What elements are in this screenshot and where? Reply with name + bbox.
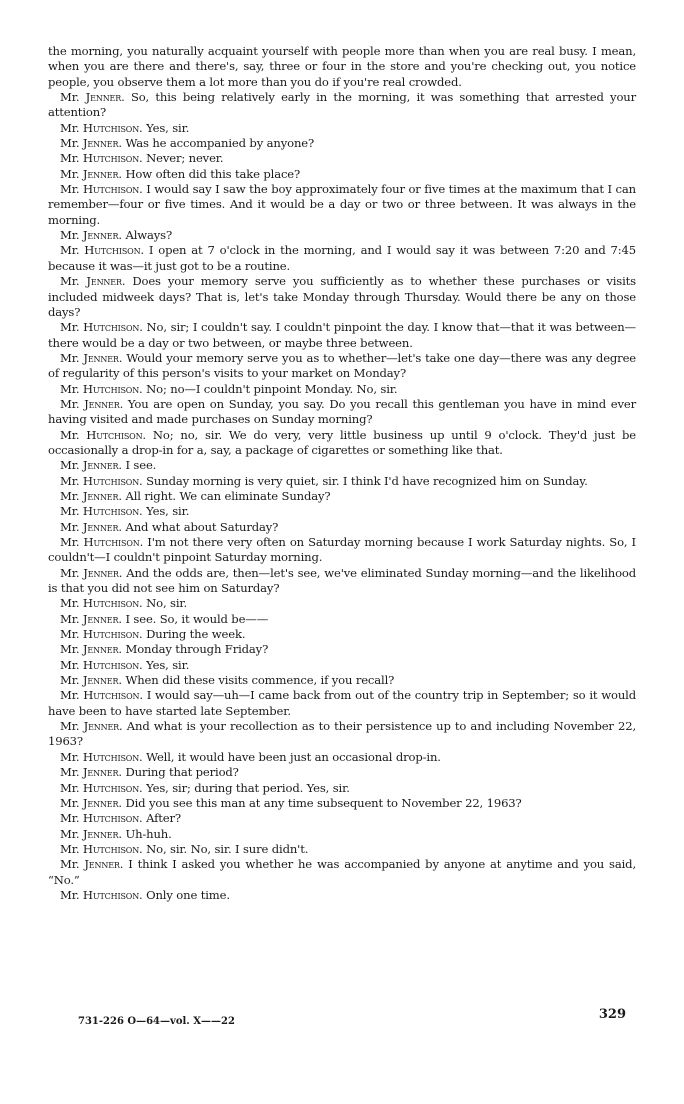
testimony-paragraph (48, 243, 636, 274)
speaker-title: Mr. (60, 504, 80, 519)
paragraph-text: the morning, you naturally acquaint yourself with people more than when you are real busy. I mean, when you are there and there's, say, three or four in the store and you're checking out, you notice people, you observe them a lot more than you do if you're real crowded. (48, 44, 636, 89)
testimony-paragraph (48, 642, 636, 657)
paragraph-text: Well, it would have been just an occasional drop-in. (146, 749, 441, 764)
speaker-name: Hutchison. (82, 182, 143, 197)
speaker-title: Mr. (60, 627, 80, 642)
testimony-paragraph (48, 827, 636, 842)
paragraph-text: All right. We can eliminate Sunday? (125, 488, 331, 503)
paragraph-text: No, sir; I couldn't say. I couldn't pinpoint the day. I know that—that it was between—there would be a day or two between, or maybe three between. (48, 320, 636, 350)
testimony-paragraph (48, 857, 636, 888)
speaker-title: Mr. (60, 795, 80, 810)
speaker-name: Hutchison. (82, 749, 143, 764)
testimony-paragraph (48, 136, 636, 151)
speaker-name: Jenner. (82, 519, 122, 534)
speaker-title: Mr. (60, 765, 80, 780)
speaker-name: Hutchison. (82, 596, 143, 611)
paragraph-text: No, sir. No, sir. I sure didn't. (146, 841, 309, 856)
paragraph-text: You are open on Sunday, you say. Do you recall this gentleman you have in mind ever having visited and made purchases on Sunday morning? (48, 396, 636, 427)
speaker-title: Mr. (60, 811, 80, 826)
speaker-name: Hutchison. (83, 535, 144, 549)
testimony-paragraph (48, 781, 636, 796)
speaker-title: Mr. (60, 274, 80, 289)
speaker-name: Hutchison. (84, 243, 144, 258)
testimony-paragraph (48, 765, 636, 780)
speaker-name: Hutchison. (82, 120, 143, 135)
speaker-name: Hutchison. (83, 688, 143, 703)
speaker-title: Mr. (60, 749, 80, 764)
speaker-name: Hutchison. (83, 320, 143, 335)
speaker-title: Mr. (60, 596, 80, 611)
speaker-name: Jenner. (84, 396, 124, 411)
speaker-title: Mr. (60, 396, 80, 411)
paragraph-text: And what about Saturday? (125, 519, 279, 534)
speaker-name: Jenner. (82, 673, 122, 688)
speaker-title: Mr. (60, 826, 80, 841)
testimony-paragraph (48, 888, 636, 903)
speaker-title: Mr. (60, 565, 80, 580)
testimony-paragraph (48, 627, 636, 642)
speaker-title: Mr. (60, 90, 80, 105)
paragraph-text: How often did this take place? (125, 166, 301, 181)
paragraph-text: Monday through Friday? (125, 642, 269, 657)
speaker-name: Jenner. (82, 795, 122, 810)
speaker-title: Mr. (60, 182, 80, 197)
paragraph-text: No; no, sir. We do very, very little business up until 9 o'clock. They'd just be occasionally a drop-in for a, say, a package of cigarettes or something like that. (48, 427, 637, 457)
speaker-name: Jenner. (82, 166, 122, 181)
speaker-title: Mr. (60, 688, 80, 703)
speaker-name: Jenner. (83, 565, 123, 580)
testimony-paragraph (48, 796, 636, 811)
testimony-paragraph (48, 474, 636, 489)
paragraph-text: Only one time. (146, 887, 230, 902)
paragraph-text: Yes, sir. (146, 120, 190, 135)
paragraph-text: Sunday morning is very quiet, sir. I think I'd have recognized him on Sunday. (146, 473, 588, 488)
paragraph-text: Yes, sir. (146, 504, 190, 519)
speaker-title: Mr. (60, 350, 80, 365)
testimony-paragraph (48, 397, 636, 428)
testimony-paragraph (48, 320, 636, 351)
speaker-title: Mr. (60, 611, 80, 626)
paragraph-text: No, sir. (146, 596, 188, 611)
speaker-title: Mr. (60, 780, 80, 795)
speaker-name: Jenner. (86, 274, 126, 289)
testimony-paragraph (48, 658, 636, 673)
testimony-paragraph (48, 596, 636, 611)
speaker-name: Jenner. (82, 136, 122, 151)
speaker-name: Hutchison. (82, 504, 143, 519)
paragraph-text: During the week. (146, 627, 246, 642)
paragraph-text: When did these visits commence, if you recall? (125, 673, 395, 688)
paragraph-text: I think I asked you whether he was accompanied by anyone at anytime and you said, “No.” (48, 857, 636, 887)
speaker-name: Jenner. (82, 826, 122, 841)
paragraph-text: Does your memory serve you sufficiently as to whether these purchases or visits included midweek days? That is, let's take Monday through Thursday. Would there be any on those days? (48, 274, 636, 319)
speaker-name: Hutchison. (82, 627, 143, 642)
speaker-title: Mr. (60, 841, 80, 856)
paragraph-text: Yes, sir; during that period. Yes, sir. (146, 780, 350, 795)
testimony-paragraph (48, 274, 636, 320)
paragraph-text: Would your memory serve you as to whether—let's take one day—there was any degree of regularity of this person's visits to your market on Monday? (48, 350, 636, 381)
speaker-name: Jenner. (83, 719, 123, 734)
testimony-paragraph (48, 182, 636, 228)
testimony-paragraph (48, 121, 636, 136)
speaker-title: Mr. (60, 427, 80, 442)
speaker-name: Jenner. (82, 458, 122, 473)
speaker-name: Jenner. (83, 350, 123, 365)
paragraph-text: Always? (125, 228, 173, 243)
testimony-paragraph (48, 151, 636, 166)
speaker-name: Hutchison. (82, 381, 143, 396)
speaker-name: Hutchison. (86, 427, 146, 442)
testimony-paragraph (48, 382, 636, 397)
speaker-title: Mr. (60, 120, 80, 135)
testimony-paragraph (48, 750, 636, 765)
testimony-paragraph (48, 504, 636, 519)
paragraph-text: No; no—I couldn't pinpoint Monday. No, sir. (146, 381, 398, 396)
speaker-title: Mr. (60, 473, 80, 488)
testimony-paragraph (48, 90, 636, 121)
paragraph-text: And the odds are, then—let's see, we've eliminated Sunday morning—and the likelihood is that you did not see him on Saturday? (48, 565, 637, 596)
speaker-title: Mr. (60, 857, 80, 872)
speaker-title: Mr. (60, 642, 80, 657)
speaker-name: Jenner. (82, 228, 122, 243)
testimony-paragraph (48, 458, 636, 473)
speaker-name: Hutchison. (82, 473, 143, 488)
testimony-paragraph (48, 612, 636, 627)
paragraph-text: I see. So, it would be—— (125, 611, 269, 626)
speaker-name: Hutchison. (82, 811, 143, 826)
page-number: 329 (598, 1007, 626, 1022)
speaker-title: Mr. (60, 458, 80, 473)
speaker-name: Jenner. (82, 488, 122, 503)
speaker-title: Mr. (60, 136, 80, 151)
paragraph-text: I see. (125, 458, 157, 473)
paragraph-text: Never; never. (146, 151, 224, 166)
testimony-paragraph (48, 566, 636, 597)
speaker-name: Jenner. (84, 857, 124, 872)
paragraph-text: And what is your recollection as to their persistence up to and including November 22, 1963? (48, 719, 636, 749)
continued-paragraph (48, 44, 636, 90)
speaker-name: Hutchison. (82, 780, 143, 795)
speaker-name: Hutchison. (82, 151, 143, 166)
speaker-title: Mr. (60, 673, 80, 688)
speaker-title: Mr. (60, 535, 80, 549)
paragraph-text: Uh-huh. (125, 826, 172, 841)
testimony-paragraph (48, 719, 636, 750)
speaker-title: Mr. (60, 519, 80, 534)
transcript-body (48, 44, 636, 903)
speaker-title: Mr. (60, 657, 80, 672)
paragraph-text: Was he accompanied by anyone? (125, 136, 315, 151)
paragraph-text: Yes, sir. (146, 657, 190, 672)
testimony-paragraph (48, 167, 636, 182)
speaker-title: Mr. (60, 488, 80, 503)
paragraph-text: After? (146, 811, 181, 826)
testimony-paragraph (48, 842, 636, 857)
paragraph-text: I open at 7 o'clock in the morning, and I would say it was between 7:20 and 7:45 because it was—it just got to be a routine. (48, 243, 636, 273)
speaker-title: Mr. (60, 151, 80, 166)
testimony-paragraph (48, 811, 636, 826)
paragraph-text: During that period? (125, 765, 239, 780)
speaker-name: Hutchison. (82, 657, 143, 672)
paragraph-text: So, this being relatively early in the morning, it was something that arrested your attention? (48, 90, 636, 120)
testimony-paragraph (48, 228, 636, 243)
speaker-name: Jenner. (82, 611, 122, 626)
paragraph-text: I'm not there very often on Saturday morning because I work Saturday nights. So, I couldn't—I couldn't pinpoint Saturday morning. (48, 535, 636, 565)
testimony-paragraph (48, 535, 636, 566)
testimony-paragraph (48, 688, 636, 719)
paragraph-text: Did you see this man at any time subsequent to November 22, 1963? (125, 795, 522, 810)
speaker-name: Hutchison. (82, 887, 143, 902)
speaker-name: Hutchison. (82, 841, 143, 856)
speaker-name: Jenner. (82, 765, 122, 780)
speaker-title: Mr. (60, 243, 80, 258)
page-footer (78, 1009, 634, 1028)
speaker-name: Jenner. (85, 90, 125, 105)
speaker-name: Jenner. (82, 642, 122, 657)
paragraph-text: I would say—uh—I came back from out of the country trip in September; so it would have been to have started late September. (48, 688, 636, 718)
speaker-title: Mr. (60, 719, 80, 734)
speaker-title: Mr. (60, 166, 80, 181)
speaker-title: Mr. (60, 381, 80, 396)
paragraph-text: I would say I saw the boy approximately four or five times at the maximum that I can remember—four or five times. And it would be a day or two or three between. It was always in the morning. (48, 182, 636, 227)
printing-code: 731-226 O—64—vol. X——22 (78, 1016, 235, 1027)
speaker-title: Mr. (60, 887, 80, 902)
testimony-paragraph (48, 673, 636, 688)
testimony-paragraph (48, 489, 636, 504)
testimony-paragraph (48, 428, 636, 459)
testimony-paragraph (48, 520, 636, 535)
speaker-title: Mr. (60, 228, 80, 243)
testimony-paragraph (48, 351, 636, 382)
speaker-title: Mr. (60, 320, 80, 335)
